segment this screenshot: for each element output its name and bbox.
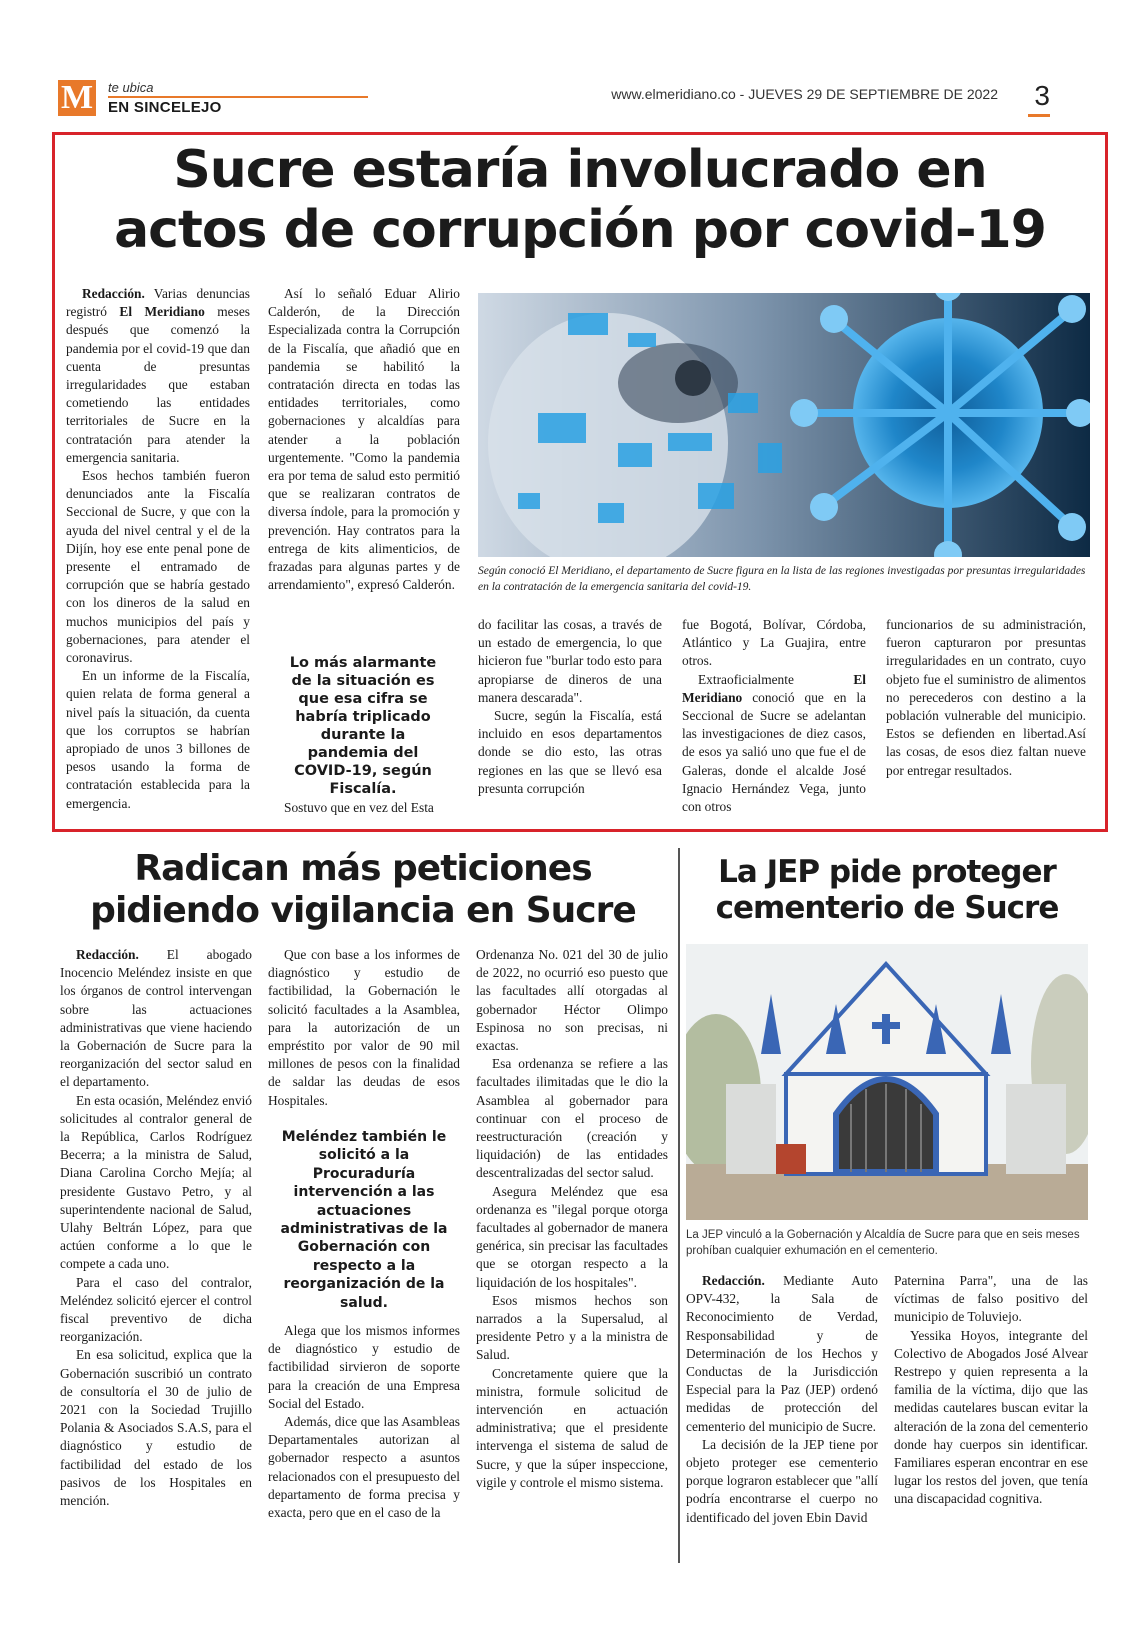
header-dateline: www.elmeridiano.co - JUEVES 29 DE SEPTIEMBRE DE 2022 [611,86,998,102]
paragraph: Esos mismos hechos son narrados a la Supersalud, al presidente Petro y a la ministra de Salud. [476,1292,668,1363]
chapel-illustration [686,944,1088,1220]
story3-column-2 [894,1272,1088,1509]
page-header [58,80,1088,120]
paragraph: Sucre, según la Fiscalía, está incluido en esos departamentos donde se dio esto, las otras regiones en las que se llevó esa presunta corrupción [478,708,662,796]
paragraph: Que con base a los informes de diagnóstico y estudio de factibilidad, la Gobernación le solicitó facultades a la Asamblea, para la autorización de un empréstito por valor de 90 mil millones de pesos con la finalidad de saldar las deudas de esos Hospitales. [268,947,460,1108]
main-headline-line1: Sucre estaría involucrado en [173,140,987,200]
story3-headline-line1: La JEP pide proteger [718,854,1056,890]
paragraph: fue Bogotá, Bolívar, Córdoba, Atlántico y La Guajira, entre otros. [682,617,866,669]
paragraph: Paternina Parra", una de las víctimas de falso positivo del municipio de Toluviejo. [894,1273,1088,1325]
cemetery-chapel-photo [686,944,1088,1220]
byline: Redacción. [702,1273,765,1288]
main-story-column-2-end [268,799,460,817]
page-number: 3 [1034,80,1050,111]
paragraph: Extraoficialmente El Meridiano conoció que en la Seccional de Sucre se adelantan las investigaciones de diez casos, de esos ya salió uno que fue el de Galeras, donde el alcalde José Ignacio Hernández Vega, junto con otros [682,671,866,815]
paragraph: Para el caso del contralor, Meléndez solicitó ejercer el control fiscal preventivo de dicha reorganización. [60,1274,252,1345]
paragraph: Ordenanza No. 021 del 30 de julio de 2022, no ocurrió eso puesto que las facultades allí otorgadas al gobernador Héctor Olimpo Espinosa no son precisas, ni exactas. [476,947,668,1054]
paragraph: Sostuvo que en vez del Esta [284,800,434,815]
story3-headline-line2: cementerio de Sucre [715,890,1059,926]
main-pull-quote: Lo más alarmante de la situación es que esa cifra se habría triplicado durante la pandemia del COVID-19, según Fiscalía. [289,655,437,797]
paragraph: En un informe de la Fiscalía, quien relata de forma general a nivel país la situación, da cuenta que los corruptos se habrían apropiado de unos 3 billones de pesos usando la forma de contratación establecida para la emergencia. [66,668,250,811]
covid-virus-photo [478,293,1090,557]
cemetery-photo-caption: La JEP vinculó a la Gobernación y Alcaldía de Sucre para que en seis meses prohíban cualquier exhumación en el cementerio. [686,1229,1080,1257]
paragraph: do facilitar las cosas, a través de un estado de emergencia, lo que hicieron fue "burlar todo esto para apropiarse de dineros de una manera descarada". [478,617,662,705]
newspaper-name: El Meridiano [682,671,866,705]
paragraph: En esa solicitud, explica que la Gobernación suscribió un contrato de consultoría el 30 de julio de 2021 con la Sociedad Trujillo Polania & Asociados S.A.S, para el diagnóstico y estudio de factibilidad del estado de los pasivos de los Hospitales en mención. [60,1347,252,1509]
paragraph: Redacción. El abogado Inocencio Meléndez insiste en que los órganos de control intervengan sobre las actuaciones administrativas que viene haciendo la Gobernación de Sucre para la reorganización del sector salud en el departamento. [60,947,252,1090]
story2-column-2 [268,946,460,1110]
paragraph: Redacción. Varias denuncias registró El Meridiano meses después que comenzó la pandemia por el covid-19 que dan cuenta de presuntas irregularidades que estaban cometiendo las entidades territoriales de Sucre en la contratación para atender la emergencia sanitaria. [66,286,250,465]
paragraph: Además, dice que las Asambleas Departamentales autorizan al gobernador respecto a asuntos relacionados con el presupuesto del departamento de forma precisa y exacta, pero que en el caso de la [268,1414,460,1521]
paragraph: En esta ocasión, Meléndez envió solicitudes al contralor general de la República, Carlos Rodríguez Becerra; a la ministra de Salud, Diana Carolina Corcho Mejía; al presidente Gustavo Petro, y al superintendente nacional de Salud, Ulahy Beltrán López, para que actúen conforme a lo que le compete a cada uno. [60,1092,252,1272]
paragraph: Esos hechos también fueron denunciados ante la Fiscalía Seccional de Sucre, y que con la ayuda del nivel central y el de la Dijín, hoy ese ente penal pone de presente el entramado de corrupción que se habría gestado con los dineros de la salud en muchos municipios del país y gobernaciones, para atender el coronavirus. [66,468,250,666]
story3-column-1 [686,1272,878,1527]
byline: Redacción. [82,286,145,301]
paragraph: Redacción. Mediante Auto OPV-432, la Sala de Reconocimiento de Verdad, Responsabilidad y de Determinación de los Hechos y Conductas de la Jurisdicción Especial para la Paz (JEP) ordenó medidas de protección del cementerio del municipio de Sucre. [686,1273,878,1434]
story3-headline [686,854,1088,926]
byline: Redacción. [76,947,139,962]
page-number-underline [1028,114,1050,117]
main-story-column-1 [66,285,250,813]
covid-illustration [478,293,1090,557]
paragraph: funcionarios de su administración, fueron capturaron por presuntas irregularidades en un contrato, cuyo objeto fue el suministro de alimentos no perecederos con destino a la población vulnerable del municipio. Estos se defienden en libertad.Así las cosas, de esos diez faltan nueve por entregar resultados. [886,617,1086,778]
paragraph: Esa ordenanza se refiere a las facultades ilimitadas que le dio la Asamblea al gobernador para continuar con el proceso de reestructuración (creación y liquidación) de las entidades descentralizadas del sector salud. [476,1056,668,1181]
paragraph: Concretamente quiere que la ministra, formule solicitud de intervención en actuación administrativa; que el presidente intervenga el sistema de salud de Sucre, y que la súper inspeccione, vigile y controle el mismo sistema. [476,1365,668,1490]
main-story-column-4 [682,616,866,816]
section-kicker: te ubica [108,80,154,95]
paragraph: La decisión de la JEP tiene por objeto proteger ese cementerio porque lograron establecer que "allí podría encontrarse el cuerpo no identificado del joven Ebin David [686,1436,878,1525]
story2-headline-line1: Radican más peticiones [134,848,592,889]
section-name: EN SINCELEJO [108,99,222,116]
paragraph: Alega que los mismos informes de diagnóstico y estudio de factibilidad sirvieron de soporte para la creación de una Empresa Social del Estado. [268,1323,460,1411]
column-divider [678,848,680,1563]
main-story-column-5 [886,616,1086,780]
main-story-column-2 [268,285,460,594]
covid-photo-caption: Según conoció El Meridiano, el departamento de Sucre figura en la lista de las regiones investigadas por presuntas irregularidades en la contratación de la emergencia sanitaria del covid-19. [478,565,1086,593]
paragraph: Asegura Meléndez que esa ordenanza es "ilegal porque otorga facultades al gobernador de manera genérica, sin precisar las facultades que se otorgan respecto a la liquidación de los hospitales". [476,1183,668,1290]
paragraph: Así lo señaló Eduar Alirio Calderón, de la Dirección Especializada contra la Corrupción de la Fiscalía, que añadió que en pandemia se habilitó la contratación directa en todas las entidades territoriales, como gobernaciones y alcaldías para atender a la población urgentemente. "Como la pandemia era por tema de salud esto permitió que se realizaran contratos de diversa índole, para la promoción y prevención. Hay contratos para la entrega de kits alimenticios, de frazadas para algunas partes y de arrendamiento", expresó Calderón. [268,286,460,593]
story2-column-3 [476,946,668,1492]
section-underline [108,96,368,98]
story2-headline-line2: pidiendo vigilancia en Sucre [90,890,636,931]
paragraph: Yessika Hoyos, integrante del Colectivo de Abogados José Alvear Restrepo y quien representa a la familia de la víctima, dijo que las medidas cautelares buscan evitar la alteración de la zona del cementerio donde hay cuerpos sin identificar. Familiares esperan encontrar en ese lugar los restos del joven, que tenía una discapacidad cognitiva. [894,1327,1088,1507]
story2-headline [58,848,668,932]
story2-pull-quote: Meléndez también le solicitó a la Procuraduría intervención a las actuaciones administrativas de la Gobernación con respecto a la reorganización de la salud. [280,1129,448,1311]
newspaper-logo: M [58,80,96,116]
main-story-column-3 [478,616,662,798]
story2-column-2-end [268,1322,460,1522]
newspaper-name: El Meridiano [119,304,205,320]
main-headline-line2: actos de corrupción por covid-19 [114,200,1046,260]
main-headline [60,140,1100,260]
story2-column-1 [60,946,252,1510]
